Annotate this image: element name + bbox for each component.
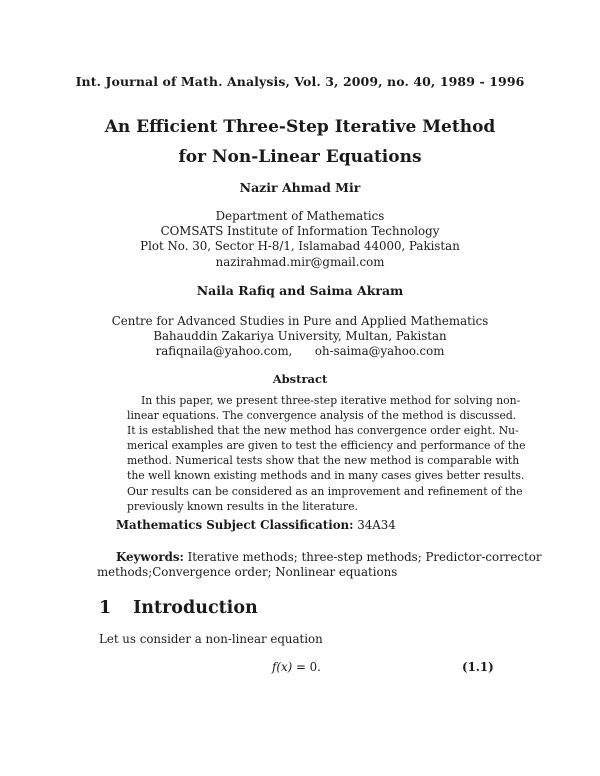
author-1-affiliation-institute: COMSATS Institute of Information Technology <box>160 224 440 238</box>
keywords-label: Keywords: <box>116 550 184 564</box>
abstract-line: merical examples are given to test the efficiency and performance of the <box>127 439 526 453</box>
author-2-affiliation-university: Bahauddin Zakariya University, Multan, Pakistan <box>153 329 447 343</box>
abstract-line: In this paper, we present three-step iterative method for solving non- <box>141 394 521 407</box>
equation-rhs: = 0. <box>292 660 321 674</box>
keywords-text-1: Iterative methods; three-step methods; Predictor-corrector <box>187 550 542 564</box>
equation-lhs: f(x) <box>272 660 293 674</box>
msc-value: 34A34 <box>357 518 396 532</box>
equation-number: (1.1) <box>462 660 494 674</box>
abstract-line: linear equations. The convergence analysis of the method is discussed. <box>127 409 517 423</box>
abstract-line: previously known results in the literature. <box>127 499 358 513</box>
journal-header: Int. Journal of Math. Analysis, Vol. 3, 2009, no. 40, 1989 - 1996 <box>75 74 525 89</box>
author-1-affiliation-dept: Department of Mathematics <box>215 209 385 223</box>
msc-classification <box>116 518 396 532</box>
author-2-affiliation-centre: Centre for Advanced Studies in Pure and Applied Mathematics <box>111 314 489 328</box>
paper-title-line-2: for Non-Linear Equations <box>178 147 422 167</box>
msc-label: Mathematics Subject Classification: <box>116 518 354 532</box>
equation <box>272 660 321 674</box>
abstract-heading: Abstract <box>272 372 328 386</box>
paper-title-line-1: An Efficient Three-Step Iterative Method <box>104 117 496 137</box>
author-1-affiliation-address: Plot No. 30, Sector H-8/1, Islamabad 44000, Pakistan <box>140 239 460 253</box>
abstract-line: Our results can be considered as an improvement and refinement of the <box>127 484 523 498</box>
abstract-body <box>127 393 526 514</box>
abstract-line: the well known existing methods and in many cases gives better results. <box>127 469 525 483</box>
intro-paragraph: Let us consider a non-linear equation <box>99 632 323 646</box>
author-1-name: Nazir Ahmad Mir <box>239 180 361 195</box>
abstract-line: method. Numerical tests show that the new method is comparable with <box>127 454 520 468</box>
abstract-line: It is established that the new method has convergence order eight. Nu- <box>127 424 519 438</box>
author-1-email: nazirahmad.mir@gmail.com <box>215 255 385 269</box>
author-2-emails: rafiqnaila@yahoo.com, oh-saima@yahoo.com <box>155 344 445 358</box>
author-2-names: Naila Rafiq and Saima Akram <box>196 283 404 298</box>
keywords-line-2: methods;Convergence order; Nonlinear equations <box>97 565 398 579</box>
section-number: 1 <box>99 598 112 618</box>
section-title: Introduction <box>133 598 258 618</box>
section-heading <box>99 598 258 618</box>
keywords-line-1 <box>116 550 541 564</box>
